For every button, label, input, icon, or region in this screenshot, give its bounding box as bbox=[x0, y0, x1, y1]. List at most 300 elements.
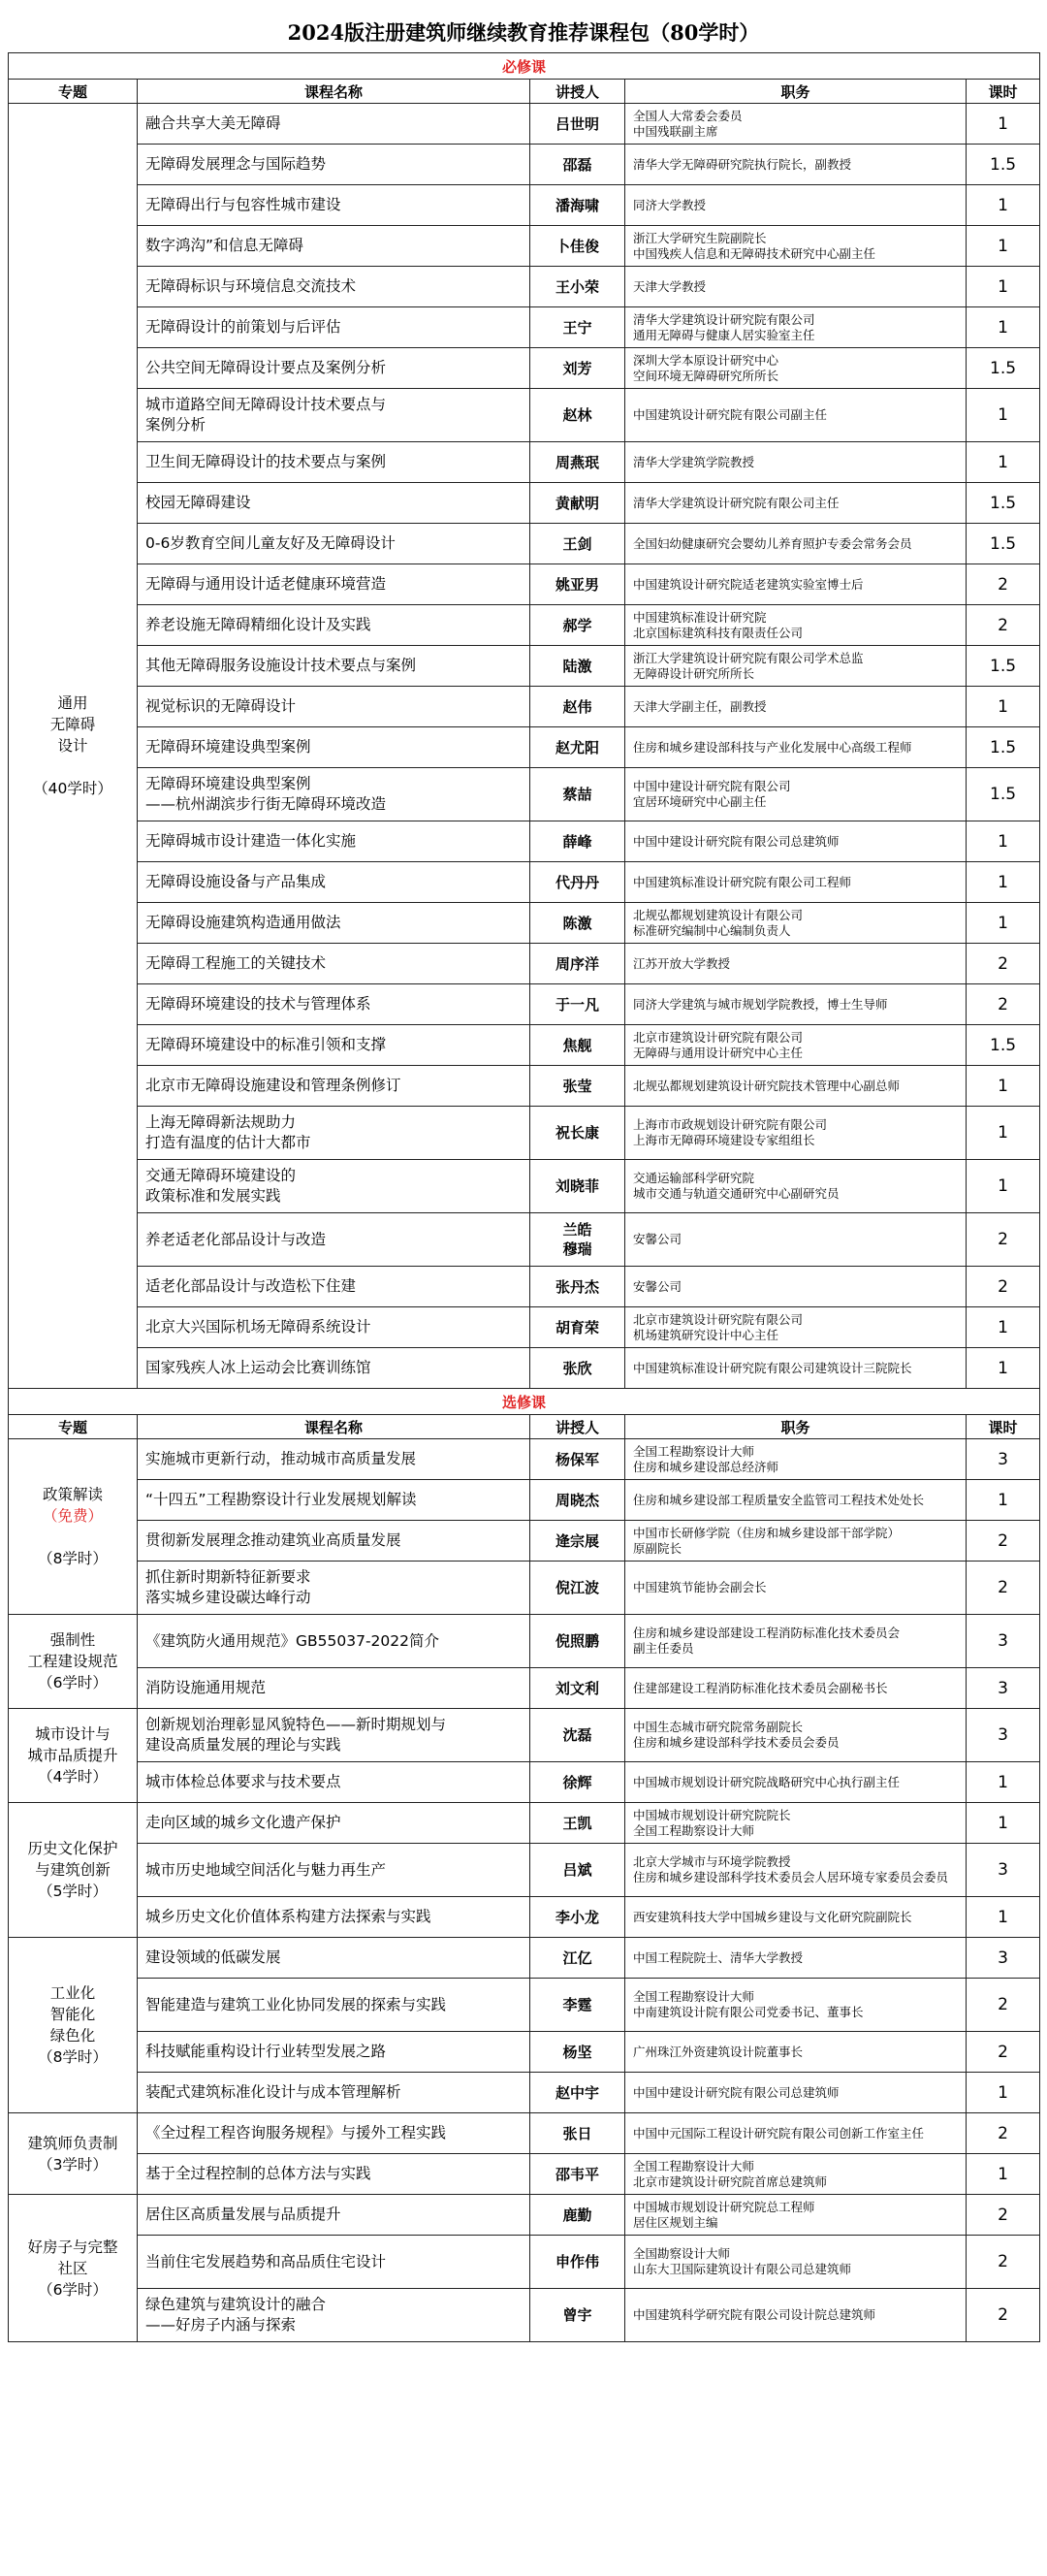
table-row bbox=[9, 1762, 1040, 1803]
position-line: 清华大学建筑设计研究院有限公司主任 bbox=[633, 495, 840, 510]
position-title bbox=[625, 1066, 967, 1107]
teacher-name bbox=[530, 389, 625, 442]
position-line: 浙江大学建筑设计研究院有限公司学术总监 bbox=[633, 650, 864, 665]
position-title bbox=[625, 226, 967, 267]
teacher-name bbox=[530, 1615, 625, 1668]
position-title bbox=[625, 2236, 967, 2289]
position-line: 副主任委员 bbox=[633, 1641, 694, 1656]
table-row bbox=[9, 564, 1040, 605]
column-header-row bbox=[9, 1415, 1040, 1439]
position-line: 住建部建设工程消防标准化技术委员会副秘书长 bbox=[633, 1680, 888, 1695]
table-row bbox=[9, 226, 1040, 267]
table-row bbox=[9, 944, 1040, 984]
header-hours: 课时 bbox=[967, 1415, 1040, 1439]
course-hours: 1 bbox=[967, 226, 1040, 267]
table-row bbox=[9, 821, 1040, 862]
course-name bbox=[138, 1348, 530, 1389]
course-name bbox=[138, 727, 530, 768]
table-row bbox=[9, 605, 1040, 646]
teacher-name bbox=[530, 1979, 625, 2032]
teacher-name bbox=[530, 226, 625, 267]
position-line: 交通运输部科学研究院 bbox=[633, 1171, 755, 1185]
position-title bbox=[625, 267, 967, 307]
teacher-name-line: 邵磊 bbox=[562, 155, 592, 174]
category-line: （4学时） bbox=[38, 1768, 108, 1786]
teacher-name bbox=[530, 2289, 625, 2342]
course-name-line: 基于全过程控制的总体方法与实践 bbox=[145, 2165, 371, 2182]
position-title bbox=[625, 903, 967, 944]
teacher-name bbox=[530, 2236, 625, 2289]
position-title bbox=[625, 768, 967, 821]
teacher-name bbox=[530, 483, 625, 524]
position-title bbox=[625, 1803, 967, 1844]
table-row bbox=[9, 1897, 1040, 1938]
category-line: 智能化 bbox=[49, 2006, 96, 2023]
course-hours: 2 bbox=[967, 1562, 1040, 1615]
teacher-name-line: 刘文利 bbox=[555, 1679, 599, 1697]
teacher-name bbox=[530, 1668, 625, 1709]
course-name-line: 抓住新时期新特征新要求 bbox=[145, 1568, 311, 1586]
position-title bbox=[625, 1307, 967, 1348]
position-title bbox=[625, 1844, 967, 1897]
course-name-line: “十四五”工程勘察设计行业发展规划解读 bbox=[145, 1491, 417, 1508]
teacher-name bbox=[530, 768, 625, 821]
teacher-name bbox=[530, 646, 625, 687]
teacher-name bbox=[530, 1267, 625, 1307]
course-hours: 1 bbox=[967, 389, 1040, 442]
course-name bbox=[138, 2289, 530, 2342]
teacher-name-line: 薛峰 bbox=[562, 832, 592, 851]
course-name-line: 北京市无障碍设施建设和管理条例修订 bbox=[145, 1077, 401, 1094]
category-line: 历史文化保护 bbox=[27, 1840, 118, 1857]
table-row bbox=[9, 862, 1040, 903]
position-line: 北京市建筑设计研究院有限公司 bbox=[633, 1311, 804, 1327]
course-hours: 2 bbox=[967, 2113, 1040, 2154]
teacher-name bbox=[530, 687, 625, 727]
course-hours: 1 bbox=[967, 185, 1040, 226]
course-name-line: 智能建造与建筑工业化协同发展的探索与实践 bbox=[145, 1995, 447, 2013]
course-hours: 2 bbox=[967, 605, 1040, 646]
course-name-line: ——杭州湖滨步行街无障碍环境改造 bbox=[145, 795, 387, 813]
position-title bbox=[625, 2154, 967, 2195]
category-line: 政策解读 bbox=[42, 1486, 103, 1503]
position-line: 住房和城乡建设部工程质量安全监管司工程技术处处长 bbox=[633, 1492, 925, 1507]
category-line: 好房子与完整 bbox=[27, 2238, 118, 2256]
teacher-name bbox=[530, 1066, 625, 1107]
table-row bbox=[9, 1844, 1040, 1897]
course-name bbox=[138, 348, 530, 389]
course-name-line: 校园无障碍建设 bbox=[145, 494, 251, 511]
teacher-name-line: 倪江波 bbox=[555, 1579, 599, 1596]
teacher-name-line: 郝学 bbox=[562, 616, 592, 634]
page bbox=[8, 0, 1039, 2342]
teacher-name bbox=[530, 1803, 625, 1844]
position-line: 住房和城乡建设部科学技术委员会委员 bbox=[633, 1735, 840, 1750]
course-name bbox=[138, 1066, 530, 1107]
course-name bbox=[138, 768, 530, 821]
position-line: 全国工程勘察设计大师 bbox=[633, 1822, 755, 1838]
course-name-line: 无障碍设施设备与产品集成 bbox=[145, 873, 327, 890]
position-line: 中国建筑标准设计研究院有限公司建筑设计三院院长 bbox=[633, 1360, 912, 1375]
position-title bbox=[625, 1213, 967, 1267]
header-teacher: 讲授人 bbox=[530, 1415, 625, 1439]
position-line: 住房和城乡建设部总经济师 bbox=[633, 1459, 779, 1474]
category-cell bbox=[9, 1938, 138, 2113]
position-title bbox=[625, 1107, 967, 1160]
position-line: 深圳大学本原设计研究中心 bbox=[633, 352, 779, 368]
course-name bbox=[138, 944, 530, 984]
course-name-line: 适老化部品设计与改造松下住建 bbox=[145, 1277, 357, 1295]
course-name-line: 走向区域的城乡文化遗产保护 bbox=[145, 1814, 341, 1831]
course-name bbox=[138, 1213, 530, 1267]
course-name-line: 城乡历史文化价值体系构建方法探索与实践 bbox=[145, 1908, 431, 1925]
teacher-name-line: 张日 bbox=[562, 2124, 592, 2142]
teacher-name-line: 赵伟 bbox=[562, 697, 592, 716]
course-hours: 1 bbox=[967, 1107, 1040, 1160]
required-section-header bbox=[9, 53, 1040, 80]
category-general-accessibility bbox=[9, 104, 138, 1389]
header-position: 职务 bbox=[625, 1415, 967, 1439]
position-title bbox=[625, 524, 967, 564]
course-hours: 3 bbox=[967, 1439, 1040, 1480]
table-row bbox=[9, 483, 1040, 524]
position-title bbox=[625, 1348, 967, 1389]
teacher-name-line: 祝长康 bbox=[555, 1124, 599, 1142]
category-line: （3学时） bbox=[38, 2155, 108, 2174]
course-name bbox=[138, 442, 530, 483]
course-hours: 2 bbox=[967, 564, 1040, 605]
position-line: 清华大学建筑设计研究院有限公司 bbox=[633, 311, 815, 327]
course-name-line: 融合共享大美无障碍 bbox=[145, 114, 281, 132]
position-title bbox=[625, 483, 967, 524]
header-topic: 专题 bbox=[9, 1415, 138, 1439]
course-name-line: 无障碍城市设计建造一体化实施 bbox=[145, 832, 357, 850]
teacher-name bbox=[530, 903, 625, 944]
teacher-name-line: 兰皓 bbox=[562, 1221, 592, 1239]
position-line: 住房和城乡建设部建设工程消防标准化技术委员会 bbox=[633, 1626, 901, 1640]
position-line: 宜居环境研究中心副主任 bbox=[633, 794, 767, 809]
header-hours: 课时 bbox=[967, 80, 1040, 104]
course-hours: 3 bbox=[967, 1615, 1040, 1668]
course-name bbox=[138, 389, 530, 442]
course-name bbox=[138, 1107, 530, 1160]
table-row bbox=[9, 1267, 1040, 1307]
course-name-line: 《全过程工程咨询服务规程》与援外工程实践 bbox=[145, 2124, 447, 2141]
teacher-name-line: 焦舰 bbox=[562, 1036, 592, 1054]
teacher-name bbox=[530, 1844, 625, 1897]
course-name bbox=[138, 1709, 530, 1762]
course-name-line: 无障碍环境建设典型案例 bbox=[145, 738, 311, 756]
position-title bbox=[625, 1480, 967, 1521]
course-name-line: 无障碍与通用设计适老健康环境营造 bbox=[145, 575, 387, 593]
course-name-line: 无障碍工程施工的关键技术 bbox=[145, 954, 327, 972]
course-name-line: 无障碍发展理念与国际趋势 bbox=[145, 155, 327, 173]
teacher-name bbox=[530, 1307, 625, 1348]
position-title bbox=[625, 389, 967, 442]
course-name-line: 科技赋能重构设计行业转型发展之路 bbox=[145, 2043, 387, 2060]
course-name bbox=[138, 821, 530, 862]
position-line: 北京市建筑设计研究院首席总建筑师 bbox=[633, 2174, 828, 2189]
category-line: （8学时） bbox=[38, 2048, 108, 2066]
header-course: 课程名称 bbox=[138, 1415, 530, 1439]
course-name-line: ——好房子内涵与探索 bbox=[145, 2316, 297, 2334]
course-hours: 2 bbox=[967, 1979, 1040, 2032]
course-hours: 1.5 bbox=[967, 348, 1040, 389]
teacher-name-line: 陆激 bbox=[562, 657, 592, 675]
teacher-name-line: 曾宇 bbox=[562, 2306, 592, 2324]
position-line: 城市交通与轨道交通研究中心副研究员 bbox=[633, 1186, 840, 1201]
course-name bbox=[138, 862, 530, 903]
position-title bbox=[625, 605, 967, 646]
course-name-line: 无障碍出行与包容性城市建设 bbox=[145, 196, 341, 213]
course-hours: 1 bbox=[967, 862, 1040, 903]
position-line: 天津大学教授 bbox=[633, 278, 707, 294]
category-cell bbox=[9, 2113, 138, 2195]
position-line: 中国建筑节能协会副会长 bbox=[633, 1580, 767, 1594]
course-hours: 3 bbox=[967, 1938, 1040, 1979]
position-line: 全国人大常委会委员 bbox=[633, 108, 743, 123]
course-hours: 2 bbox=[967, 2236, 1040, 2289]
teacher-name bbox=[530, 145, 625, 185]
course-name bbox=[138, 1480, 530, 1521]
position-title bbox=[625, 145, 967, 185]
course-name bbox=[138, 1267, 530, 1307]
course-hours: 1 bbox=[967, 267, 1040, 307]
position-line: 无障碍与通用设计研究中心主任 bbox=[633, 1045, 804, 1060]
category-line bbox=[13, 757, 133, 778]
teacher-name bbox=[530, 1107, 625, 1160]
table-row bbox=[9, 984, 1040, 1025]
category-line: 城市设计与 bbox=[35, 1725, 111, 1743]
header-course: 课程名称 bbox=[138, 80, 530, 104]
position-title bbox=[625, 1979, 967, 2032]
course-name-line: 养老设施无障碍精细化设计及实践 bbox=[145, 616, 371, 633]
position-line: 全国工程勘察设计大师 bbox=[633, 2158, 755, 2174]
course-name-line: 创新规划治理彰显风貌特色——新时期规划与 bbox=[145, 1716, 447, 1733]
course-hours: 1.5 bbox=[967, 727, 1040, 768]
teacher-name-line: 吕斌 bbox=[562, 1861, 592, 1879]
position-line: 全国勘察设计大师 bbox=[633, 2246, 731, 2261]
course-name bbox=[138, 226, 530, 267]
course-name bbox=[138, 1025, 530, 1066]
table-row bbox=[9, 185, 1040, 226]
category-line: 通用 bbox=[57, 694, 88, 712]
table-row bbox=[9, 2154, 1040, 2195]
teacher-name-line: 周晓杰 bbox=[555, 1491, 599, 1509]
position-title bbox=[625, 104, 967, 145]
table-row bbox=[9, 1480, 1040, 1521]
position-title bbox=[625, 1668, 967, 1709]
course-name bbox=[138, 1897, 530, 1938]
position-title bbox=[625, 646, 967, 687]
page-title: 2024版注册建筑师继续教育推荐课程包（80学时） bbox=[287, 20, 760, 45]
category-line: （40学时） bbox=[33, 780, 112, 797]
position-title bbox=[625, 185, 967, 226]
table-row bbox=[9, 524, 1040, 564]
course-name bbox=[138, 307, 530, 348]
position-title bbox=[625, 1709, 967, 1762]
table-row bbox=[9, 307, 1040, 348]
teacher-name-line: 王凯 bbox=[562, 1814, 592, 1832]
position-title bbox=[625, 727, 967, 768]
course-hours: 2 bbox=[967, 984, 1040, 1025]
position-line: 标准研究编制中心编制负责人 bbox=[633, 922, 791, 938]
teacher-name bbox=[530, 307, 625, 348]
position-title bbox=[625, 2113, 967, 2154]
position-title bbox=[625, 1938, 967, 1979]
category-line: （5学时） bbox=[38, 1883, 108, 1900]
course-hours: 3 bbox=[967, 1709, 1040, 1762]
teacher-name-line: 鹿勤 bbox=[562, 2206, 592, 2224]
course-name bbox=[138, 2073, 530, 2113]
table-row bbox=[9, 1160, 1040, 1213]
course-name-line: 视觉标识的无障碍设计 bbox=[145, 697, 297, 715]
position-line: 全国工程勘察设计大师 bbox=[633, 1443, 755, 1459]
category-cell bbox=[9, 1709, 138, 1803]
teacher-name-line: 沈磊 bbox=[562, 1726, 592, 1744]
table-row bbox=[9, 389, 1040, 442]
position-title bbox=[625, 2073, 967, 2113]
course-name bbox=[138, 483, 530, 524]
teacher-name-line: 刘晓菲 bbox=[555, 1177, 599, 1195]
position-line: 安馨公司 bbox=[633, 1232, 682, 1246]
teacher-name bbox=[530, 1709, 625, 1762]
required-section-header-label: 必修课 bbox=[9, 53, 1040, 80]
category-line: 城市品质提升 bbox=[27, 1747, 118, 1764]
table-row bbox=[9, 1979, 1040, 2032]
course-name bbox=[138, 1762, 530, 1803]
teacher-name bbox=[530, 2195, 625, 2236]
teacher-name bbox=[530, 2113, 625, 2154]
course-hours: 1 bbox=[967, 1762, 1040, 1803]
course-name bbox=[138, 1615, 530, 1668]
position-line: 江苏开放大学教授 bbox=[633, 955, 731, 971]
category-cell bbox=[9, 1615, 138, 1709]
teacher-name-line: 倪照鹏 bbox=[555, 1632, 599, 1650]
position-line: 浙江大学研究生院副院长 bbox=[633, 230, 767, 245]
position-line: 安馨公司 bbox=[633, 1278, 682, 1294]
position-line: 西安建筑科技大学中国城乡建设与文化研究院副院长 bbox=[633, 1909, 912, 1924]
position-line: 中国中建设计研究院有限公司总建筑师 bbox=[633, 833, 840, 849]
table-row bbox=[9, 903, 1040, 944]
teacher-name-line: 张丹杰 bbox=[555, 1277, 599, 1296]
position-title bbox=[625, 1160, 967, 1213]
course-hours: 1 bbox=[967, 442, 1040, 483]
position-line: 北规弘都规划建筑设计有限公司 bbox=[633, 907, 804, 922]
course-table bbox=[8, 52, 1040, 2342]
position-line: 中国残疾人信息和无障碍技术研究中心副主任 bbox=[633, 245, 876, 261]
course-hours: 2 bbox=[967, 2032, 1040, 2073]
course-hours: 1 bbox=[967, 307, 1040, 348]
position-line: 广州珠江外资建筑设计院董事长 bbox=[633, 2044, 804, 2059]
teacher-name bbox=[530, 442, 625, 483]
position-title bbox=[625, 944, 967, 984]
course-name-line: 交通无障碍环境建设的 bbox=[145, 1167, 297, 1184]
course-hours: 1.5 bbox=[967, 483, 1040, 524]
course-hours: 2 bbox=[967, 1267, 1040, 1307]
header-topic: 专题 bbox=[9, 80, 138, 104]
teacher-name-line: 吕世明 bbox=[555, 114, 599, 133]
course-hours: 1.5 bbox=[967, 768, 1040, 821]
position-title bbox=[625, 1562, 967, 1615]
teacher-name bbox=[530, 2032, 625, 2073]
position-line: 空间环境无障碍研究所所长 bbox=[633, 368, 779, 383]
position-line: 山东大卫国际建筑设计有限公司总建筑师 bbox=[633, 2262, 852, 2276]
table-row bbox=[9, 1562, 1040, 1615]
position-line: 清华大学无障碍研究院执行院长，副教授 bbox=[633, 156, 852, 172]
course-name bbox=[138, 1160, 530, 1213]
course-name bbox=[138, 903, 530, 944]
position-line: 北京大学城市与环境学院教授 bbox=[633, 1854, 791, 1869]
table-row bbox=[9, 2236, 1040, 2289]
course-hours: 3 bbox=[967, 1668, 1040, 1709]
category-line: 社区 bbox=[57, 2259, 88, 2277]
course-hours: 1 bbox=[967, 821, 1040, 862]
course-name-line: 上海无障碍新法规助力 bbox=[145, 1113, 297, 1131]
course-hours: 3 bbox=[967, 1844, 1040, 1897]
table-row bbox=[9, 267, 1040, 307]
position-line: 天津大学副主任，副教授 bbox=[633, 698, 767, 714]
free-badge: （免费） bbox=[42, 1507, 103, 1525]
position-title bbox=[625, 984, 967, 1025]
course-hours: 1.5 bbox=[967, 524, 1040, 564]
teacher-name-line: 王剑 bbox=[562, 534, 592, 553]
position-title bbox=[625, 2289, 967, 2342]
course-hours: 1 bbox=[967, 2154, 1040, 2195]
teacher-name bbox=[530, 1897, 625, 1938]
course-name bbox=[138, 1307, 530, 1348]
course-name-line: 落实城乡建设碳达峰行动 bbox=[145, 1589, 311, 1606]
table-row bbox=[9, 1066, 1040, 1107]
position-line: 中国城市规划设计研究院总工程师 bbox=[633, 2199, 815, 2214]
elective-section-header bbox=[9, 1389, 1040, 1415]
teacher-name-line: 徐辉 bbox=[562, 1773, 592, 1791]
teacher-name bbox=[530, 1480, 625, 1521]
course-name-line: 实施城市更新行动，推动城市高质量发展 bbox=[145, 1450, 417, 1467]
position-line: 居住区规划主编 bbox=[633, 2214, 718, 2230]
course-name-line: 《建筑防火通用规范》GB55037-2022简介 bbox=[145, 1631, 439, 1650]
position-title bbox=[625, 821, 967, 862]
teacher-name bbox=[530, 821, 625, 862]
position-line: 机场建筑研究设计中心主任 bbox=[633, 1327, 779, 1342]
course-name bbox=[138, 1938, 530, 1979]
course-name-line: 消防设施通用规范 bbox=[145, 1679, 267, 1696]
table-row bbox=[9, 1213, 1040, 1267]
table-row bbox=[9, 1025, 1040, 1066]
category-line: （6学时） bbox=[38, 1674, 108, 1691]
header-teacher: 讲授人 bbox=[530, 80, 625, 104]
teacher-name-line: 江亿 bbox=[562, 1948, 592, 1967]
teacher-name-line: 胡育荣 bbox=[555, 1318, 599, 1336]
category-line: 建筑师负责制 bbox=[27, 2134, 118, 2152]
course-name bbox=[138, 2154, 530, 2195]
teacher-name bbox=[530, 1160, 625, 1213]
teacher-name-line: 申作伟 bbox=[555, 2253, 599, 2270]
course-name-line: 国家残疾人冰上运动会比赛训练馆 bbox=[145, 1359, 371, 1376]
table-row bbox=[9, 1307, 1040, 1348]
course-name bbox=[138, 564, 530, 605]
category-line: 工程建设规范 bbox=[27, 1653, 118, 1670]
table-row bbox=[9, 442, 1040, 483]
teacher-name bbox=[530, 564, 625, 605]
course-name-line: 数字鸿沟”和信息无障碍 bbox=[145, 237, 304, 254]
position-line: 北京市建筑设计研究院有限公司 bbox=[633, 1029, 804, 1045]
teacher-name bbox=[530, 1213, 625, 1267]
column-header-row bbox=[9, 80, 1040, 104]
course-name-line: 北京大兴国际机场无障碍系统设计 bbox=[145, 1318, 371, 1336]
position-line: 上海市市政规划设计研究院有限公司 bbox=[633, 1117, 828, 1132]
position-title bbox=[625, 1897, 967, 1938]
